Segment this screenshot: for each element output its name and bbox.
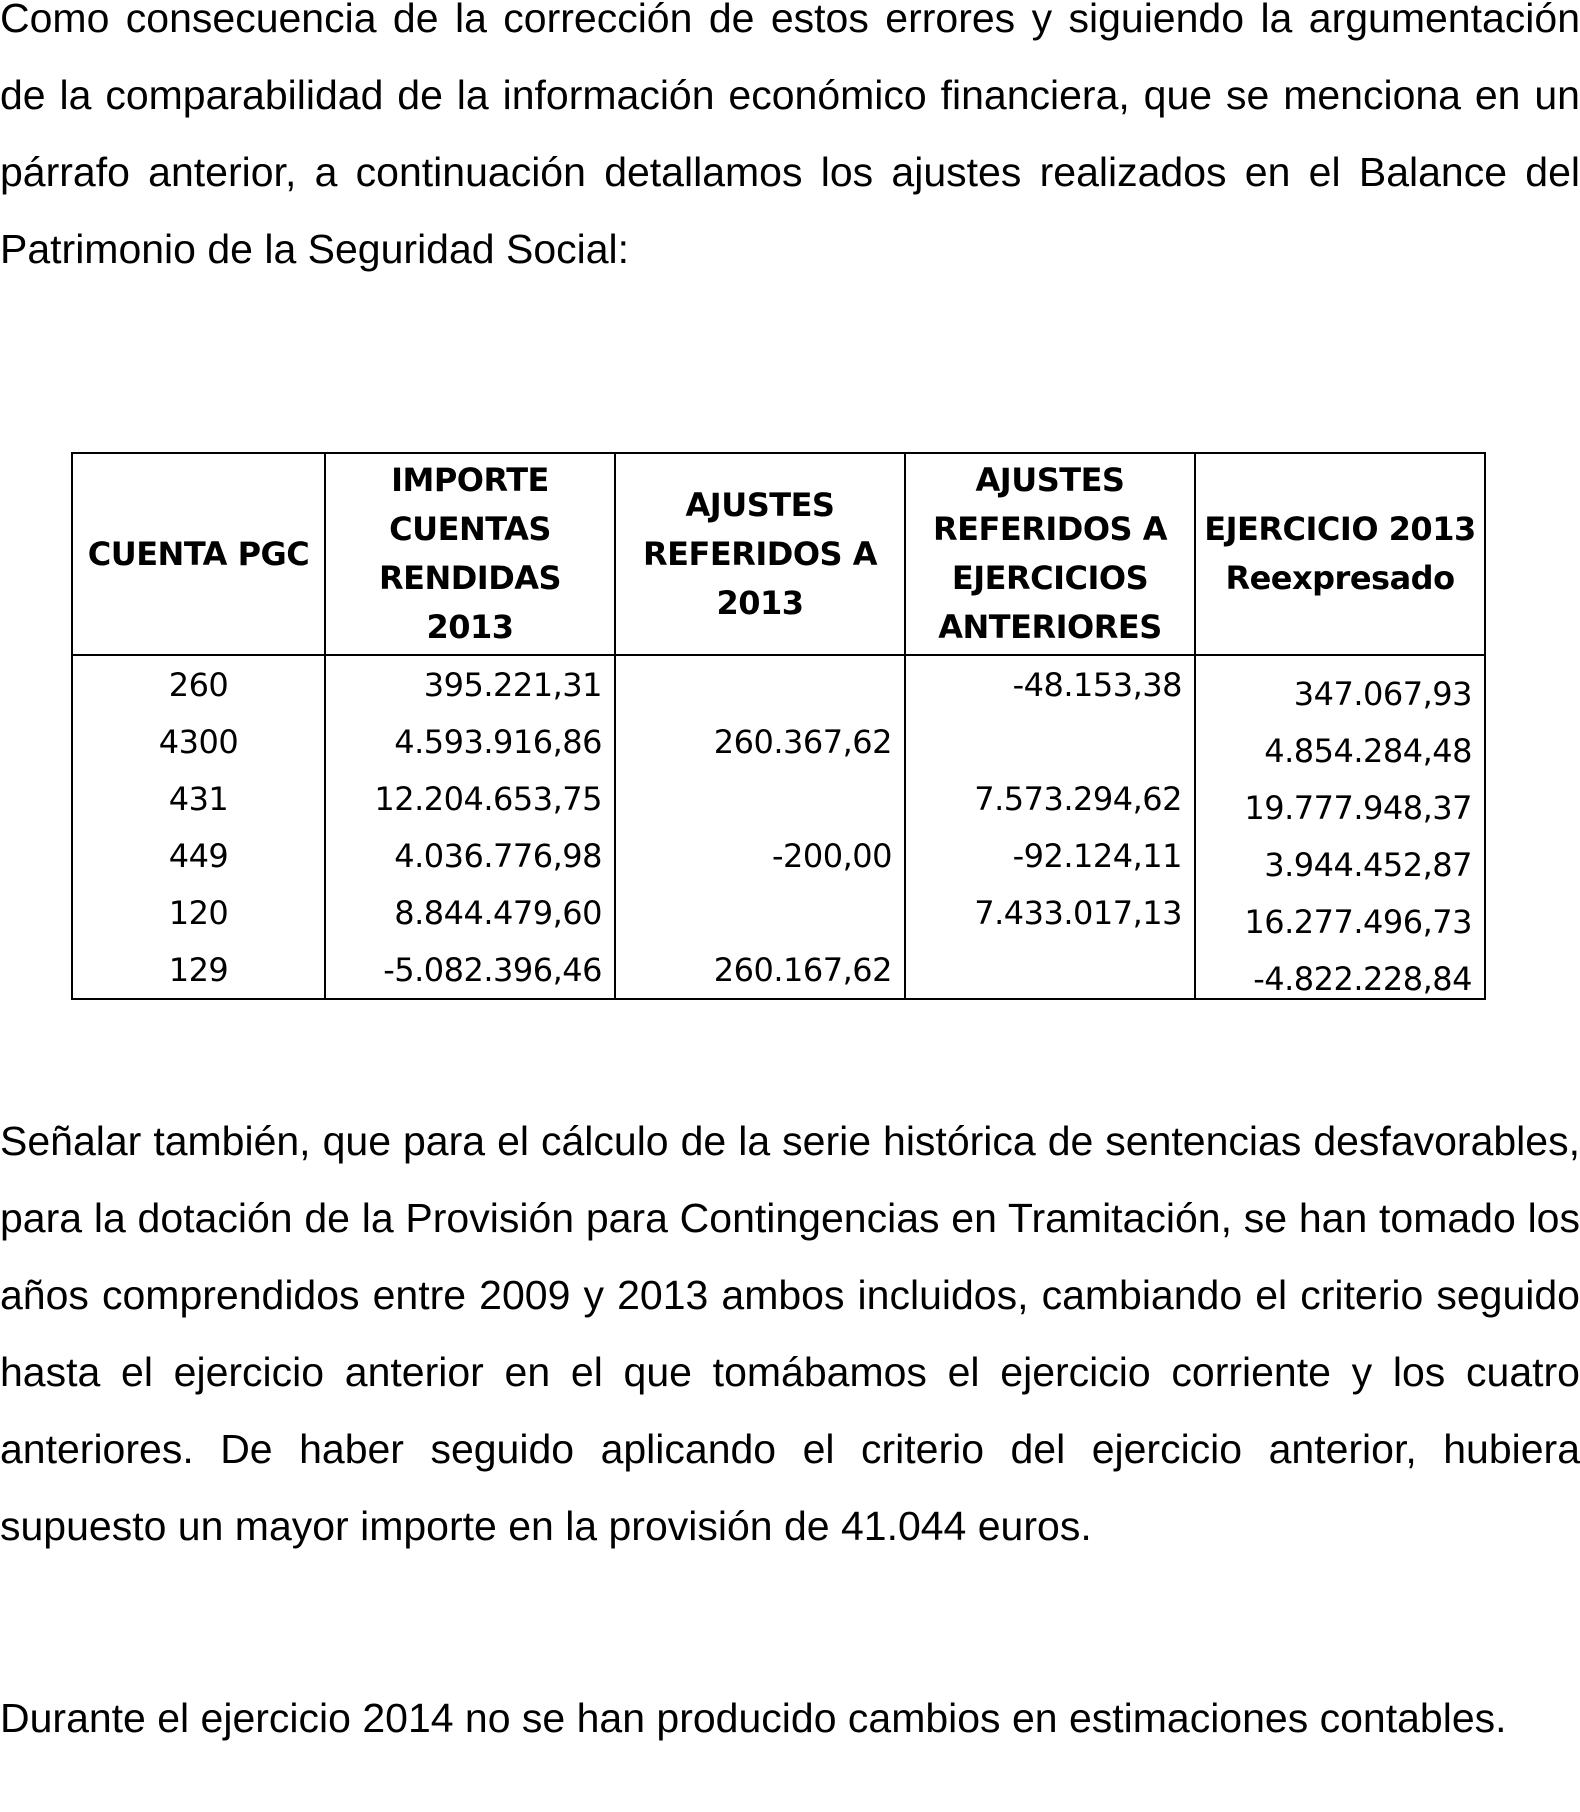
cell-cuenta: 449 <box>72 827 325 884</box>
cell-reexpresado: 3.944.452,87 <box>1195 827 1485 884</box>
closing-paragraph: Durante el ejercicio 2014 no se han producido cambios en estimaciones contables. <box>0 1695 1507 1741</box>
cell-importe: -5.082.396,46 <box>325 941 615 999</box>
cell-reexpresado: 16.277.496,73 <box>1195 884 1485 941</box>
cell-ajustes-anteriores <box>905 713 1195 770</box>
cell-ajustes-anteriores: 7.573.294,62 <box>905 770 1195 827</box>
cell-importe: 4.036.776,98 <box>325 827 615 884</box>
header-importe-cuentas-rendidas: IMPORTE CUENTAS RENDIDAS 2013 <box>325 453 615 655</box>
cell-cuenta: 129 <box>72 941 325 999</box>
header-cuenta-pgc: CUENTA PGC <box>72 453 325 655</box>
table-row <box>72 941 1485 999</box>
cell-cuenta: 431 <box>72 770 325 827</box>
provision-paragraph: Señalar también, que para el cálculo de la serie histórica de sentencias desfavorables, para la dotación de la Provisión para Contingencias en Tramitación, se han tomado los años comprendidos entre 2009 y 2013 ambos incluidos, cambiando el criterio seguido hasta el ejercicio anterior en el que tomábamos el ejercicio corriente y los cuatro anteriores. De haber seguido aplicando el criterio del ejercicio anterior, hubiera supuesto un mayor importe en la provisión de 41.044 euros. <box>0 1118 1580 1549</box>
cell-ajustes-anteriores: -48.153,38 <box>905 655 1195 713</box>
cell-cuenta: 120 <box>72 884 325 941</box>
header-ajustes-2013: AJUSTES REFERIDOS A 2013 <box>615 453 905 655</box>
cell-reexpresado: -4.822.228,84 <box>1195 941 1485 999</box>
adjustments-table <box>71 452 1486 1000</box>
table-row <box>72 655 1485 713</box>
cell-ajustes-2013 <box>615 655 905 713</box>
table-row <box>72 713 1485 770</box>
cell-reexpresado: 19.777.948,37 <box>1195 770 1485 827</box>
cell-reexpresado: 4.854.284,48 <box>1195 713 1485 770</box>
cell-cuenta: 260 <box>72 655 325 713</box>
intro-paragraph: Como consecuencia de la corrección de estos errores y siguiendo la argumentación de la comparabilidad de la información económico financiera, que se menciona en un párrafo anterior, a continuación detallamos los ajustes realizados en el Balance del Patrimonio de la Seguridad Social: <box>0 0 1580 272</box>
header-ejercicio-line2: Reexpresado <box>1225 559 1455 597</box>
cell-ajustes-anteriores: 7.433.017,13 <box>905 884 1195 941</box>
header-ejercicio-reexpresado <box>1195 453 1485 655</box>
table-row <box>72 770 1485 827</box>
cell-importe: 8.844.479,60 <box>325 884 615 941</box>
cell-ajustes-2013: -200,00 <box>615 827 905 884</box>
cell-ajustes-anteriores <box>905 941 1195 999</box>
cell-cuenta: 4300 <box>72 713 325 770</box>
table-row <box>72 827 1485 884</box>
cell-ajustes-2013 <box>615 884 905 941</box>
header-ajustes-anteriores: AJUSTES REFERIDOS A EJERCICIOS ANTERIORES <box>905 453 1195 655</box>
table-row <box>72 884 1485 941</box>
cell-importe: 4.593.916,86 <box>325 713 615 770</box>
table-header-row <box>72 453 1485 655</box>
cell-ajustes-anteriores: -92.124,11 <box>905 827 1195 884</box>
cell-importe: 395.221,31 <box>325 655 615 713</box>
cell-importe: 12.204.653,75 <box>325 770 615 827</box>
header-ejercicio-line1: EJERCICIO 2013 <box>1204 510 1476 548</box>
cell-ajustes-2013: 260.167,62 <box>615 941 905 999</box>
cell-reexpresado: 347.067,93 <box>1195 655 1485 713</box>
cell-ajustes-2013 <box>615 770 905 827</box>
cell-ajustes-2013: 260.367,62 <box>615 713 905 770</box>
